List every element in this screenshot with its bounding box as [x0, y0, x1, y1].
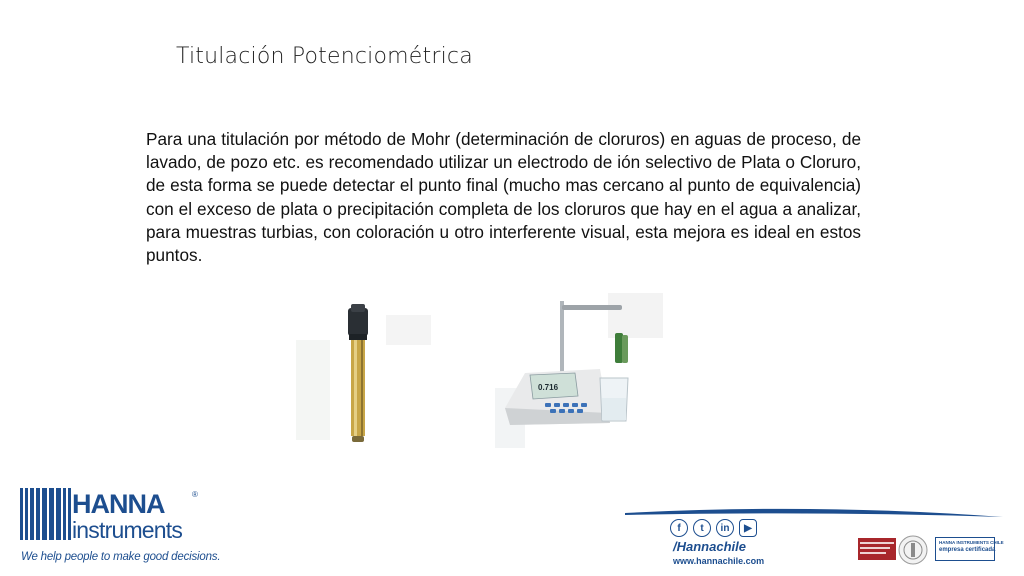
slide-title: Titulación Potenciométrica — [176, 44, 473, 69]
website-link[interactable]: www.hannachile.com — [673, 556, 765, 566]
logo-instruments-text: instruments — [72, 517, 183, 543]
svg-text:®: ® — [192, 490, 198, 499]
linkedin-icon[interactable]: in — [716, 519, 734, 537]
benchtop-meter-image — [490, 293, 665, 461]
chile-badge-line1: HANNA INSTRUMENTS CHILE — [939, 540, 1004, 545]
twitter-icon[interactable]: t — [693, 519, 711, 537]
body-paragraph: Para una titulación por método de Mohr (determinación de cloruros) en aguas de proceso, de lavado, de pozo etc. es recomendado utilizar un electrodo de ión selectivo de Plata o Cloruro, de esta forma se puede detectar el punto final (mucho mas cercano al punto de equivalencia) con el exceso de plata o precipitación completa de los cloruros que hay en el agua a analizar, para muestras turbias, con coloración u otro interferente visual, esta mejora es ideal en estos puntos. — [146, 129, 861, 266]
tagline: We help people to make good decisions. — [21, 551, 221, 563]
logo-hanna-text: HANNA — [72, 489, 165, 519]
meter-display: 0.716 — [538, 383, 559, 392]
social-handle[interactable]: /Hannachile — [673, 539, 746, 554]
youtube-icon[interactable]: ▶ — [739, 519, 757, 537]
chile-badge-line2: empresa certificada — [939, 547, 996, 553]
social-icons — [670, 519, 757, 537]
electrode-image — [296, 300, 436, 450]
hanna-chile-certified-badge — [935, 537, 1004, 561]
facebook-icon[interactable]: f — [670, 519, 688, 537]
hanna-instruments-logo — [20, 486, 220, 546]
bureau-veritas-certification-badge — [858, 534, 930, 566]
